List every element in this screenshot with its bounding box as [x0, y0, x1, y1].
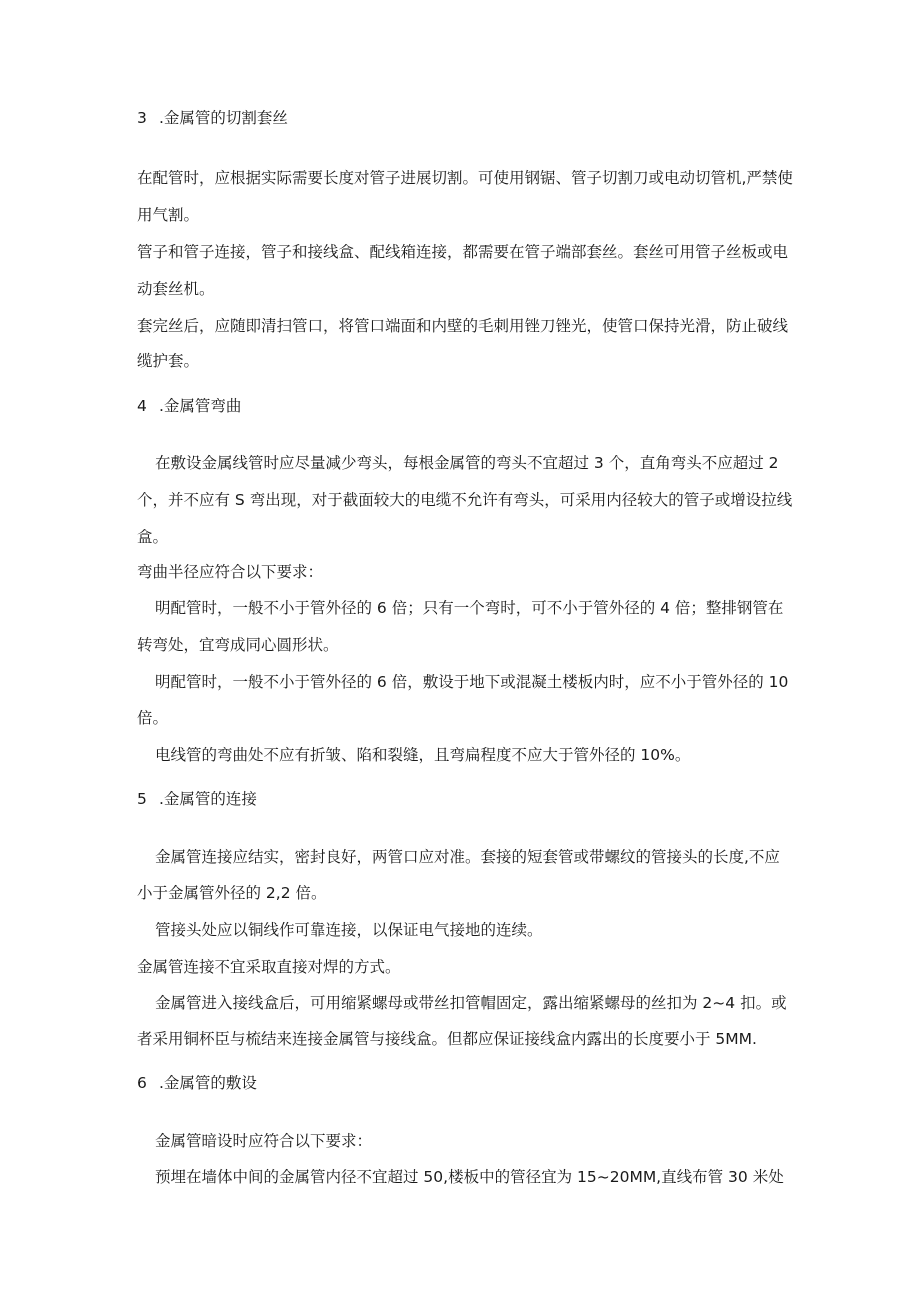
paragraph-line: 倍。: [137, 709, 169, 727]
paragraph-line: 弯曲半径应符合以下要求：: [137, 563, 324, 581]
section-number: 5: [137, 790, 147, 808]
paragraph-line: 金属管连接不宜采取直接对焊的方式。: [137, 958, 401, 976]
paragraph-line: 缆护套。: [137, 352, 200, 370]
paragraph-line: 者采用铜杯臣与梳结来连接金属管与接线盒。但都应保证接线盒内露出的长度要小于 5MM.: [137, 1030, 757, 1048]
section-title: .金属管的切割套丝: [159, 109, 288, 127]
section-5-heading: [137, 789, 257, 809]
paragraph-line: 转弯处，宜弯成同心圆形状。: [137, 636, 339, 654]
paragraph-line: 金属管暗设时应符合以下要求：: [155, 1132, 373, 1150]
paragraph-line: 管子和管子连接，管子和接线盒、配线箱连接，都需要在管子端部套丝。套丝可用管子丝板或电: [137, 243, 789, 261]
section-title: .金属管的敷设: [159, 1074, 257, 1092]
section-title: .金属管弯曲: [159, 397, 242, 415]
section-3-heading: [137, 108, 288, 128]
section-number: 3: [137, 109, 147, 127]
section-6-heading: [137, 1073, 257, 1093]
paragraph-line: 小于金属管外径的 2,2 倍。: [137, 884, 327, 902]
paragraph-line: 盒。: [137, 528, 169, 546]
section-number: 4: [137, 397, 147, 415]
paragraph-line: 在配管时，应根据实际需要长度对管子进展切割。可使用钢锯、管子切割刀或电动切管机,严禁使: [137, 169, 793, 187]
paragraph-line: 明配管时，一般不小于管外径的 6 倍，敷设于地下或混凝土楼板内时，应不小于管外径的 10: [155, 673, 789, 691]
paragraph-line: 个，并不应有 S 弯出现，对于截面较大的电缆不允许有弯头，可采用内径较大的管子或增设拉线: [137, 491, 793, 509]
paragraph-line: 金属管连接应结实，密封良好，两管口应对准。套接的短套管或带螺纹的管接头的长度,不应: [155, 848, 780, 866]
paragraph-line: 在敷设金属线管时应尽量减少弯头，每根金属管的弯头不宜超过 3 个，直角弯头不应超过 2: [155, 454, 779, 472]
section-4-heading: [137, 396, 241, 416]
paragraph-line: 管接头处应以铜线作可靠连接，以保证电气接地的连续。: [155, 921, 543, 939]
paragraph-line: 用气割。: [137, 206, 200, 224]
paragraph-line: 明配管时，一般不小于管外径的 6 倍；只有一个弯时，可不小于管外径的 4 倍；整排钢管在: [155, 599, 784, 617]
section-title: .金属管的连接: [159, 790, 257, 808]
paragraph-line: 套完丝后，应随即清扫管口，将管口端面和内壁的毛刺用锉刀锉光，使管口保持光滑，防止破线: [137, 317, 789, 335]
paragraph-line: 电线管的弯曲处不应有折皱、陷和裂缝，且弯扁程度不应大于管外径的 10%。: [155, 746, 691, 764]
paragraph-line: 预埋在墙体中间的金属管内径不宜超过 50,楼板中的管径宜为 15~20MM,直线布管 30 米处: [155, 1168, 784, 1186]
paragraph-line: 动套丝机。: [137, 280, 215, 298]
paragraph-line: 金属管进入接线盒后，可用缩紧螺母或带丝扣管帽固定，露出缩紧螺母的丝扣为 2~4 扣。或: [155, 994, 787, 1012]
section-number: 6: [137, 1074, 147, 1092]
